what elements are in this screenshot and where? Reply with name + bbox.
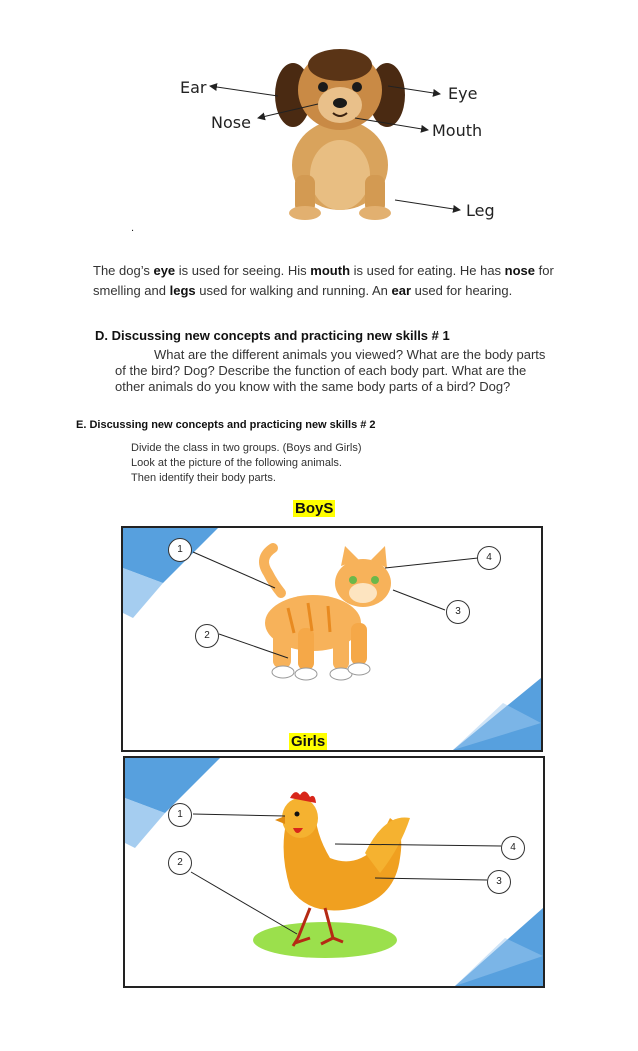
section-d-line3: other animals do you know with the same body parts of a bird? Dog? (115, 379, 511, 394)
girls-callout-2: 2 (168, 851, 192, 875)
boys-callout-2: 2 (195, 624, 219, 648)
section-e-heading: E. Discussing new concepts and practicing new skills # 2 (76, 419, 376, 431)
dog-label-nose: Nose (211, 113, 251, 132)
girls-label: Girls (291, 733, 326, 750)
dot-mark: . (131, 222, 135, 234)
cat-image (264, 546, 391, 680)
dog-label-mouth: Mouth (432, 121, 483, 140)
boys-callout-4: 4 (477, 546, 501, 570)
boys-frame (121, 526, 543, 752)
boys-callout-1: 1 (168, 538, 192, 562)
dog-label-eye: Eye (448, 84, 478, 103)
section-e-line3: Then identify their body parts. (131, 472, 276, 484)
boys-label: BoyS (295, 500, 334, 517)
girls-callout-1: 1 (168, 803, 192, 827)
girls-callout-3: 3 (487, 870, 511, 894)
section-e-line1: Divide the class in two groups. (Boys and Girls) (131, 442, 362, 454)
boys-callout-3: 3 (446, 600, 470, 624)
girls-callout-4: 4 (501, 836, 525, 860)
dog-label-leg: Leg (466, 201, 495, 220)
dog-label-arrows (0, 0, 638, 230)
section-e-line2: Look at the picture of the following animals. (131, 457, 342, 469)
hen-image (253, 791, 410, 958)
section-d-line2: of the bird? Dog? Describe the function of each body part. What are the (115, 363, 527, 378)
section-d-line1: What are the different animals you viewed? What are the body parts (154, 347, 546, 362)
dog-paragraph: The dog’s eye is used for seeing. His mouth is used for eating. He has nose for smelling and legs used for walking and running. An ear used for hearing. (93, 263, 554, 298)
dog-label-ear: Ear (180, 78, 207, 97)
girls-frame (123, 756, 545, 988)
section-d-heading: D. Discussing new concepts and practicing new skills # 1 (95, 328, 450, 343)
